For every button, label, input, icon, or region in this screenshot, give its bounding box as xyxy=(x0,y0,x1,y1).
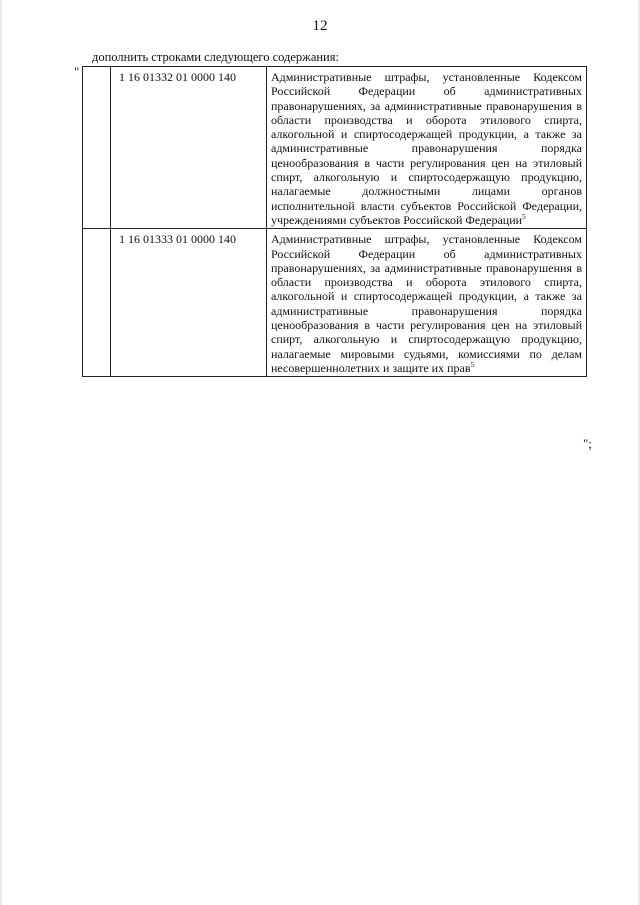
open-quote: " xyxy=(74,64,80,79)
page-number: 12 xyxy=(312,18,328,34)
classification-code: 1 16 01333 01 0000 140 xyxy=(111,229,267,377)
row-number-cell xyxy=(83,229,111,377)
description-text: Административные штрафы, установленные Кодексом Российской Федерации об административных правонарушениях, за административные правонарушения в области производства и оборота этилового спирта, алкогольной и спиртосодержащей продукции, а также за административные правонарушения порядка ценообразования в части регулирования цен на этиловый спирт, алкогольную и спиртосодержащую продукцию, налагаемые должностными лицами органов исполнительной власти субъектов Российской Федерации, учреждениями субъектов Российской Федерации xyxy=(271,70,582,227)
table-row xyxy=(83,229,587,377)
table-row xyxy=(83,67,587,229)
description-cell xyxy=(267,67,587,229)
amendments-table xyxy=(82,66,587,377)
scan-edge-left xyxy=(0,0,2,905)
description-text: Административные штрафы, установленные Кодексом Российской Федерации об административных правонарушениях, за административные правонарушения в области производства и оборота этилового спирта, алкогольной и спиртосодержащей продукции, а также за административные правонарушения порядка ценообразования в части регулирования цен на этиловый спирт, алкогольную и спиртосодержащую продукцию, налагаемые мировыми судьями, комиссиями по делам несовершеннолетних и защите их прав xyxy=(271,232,582,375)
footnote-marker: 5 xyxy=(470,359,475,369)
close-quote: "; xyxy=(583,436,592,451)
classification-code: 1 16 01332 01 0000 140 xyxy=(111,67,267,229)
footnote-marker: 5 xyxy=(522,211,526,221)
intro-text: дополнить строками следующего содержания: xyxy=(92,50,339,64)
row-number-cell xyxy=(83,67,111,229)
description-cell xyxy=(267,229,587,377)
